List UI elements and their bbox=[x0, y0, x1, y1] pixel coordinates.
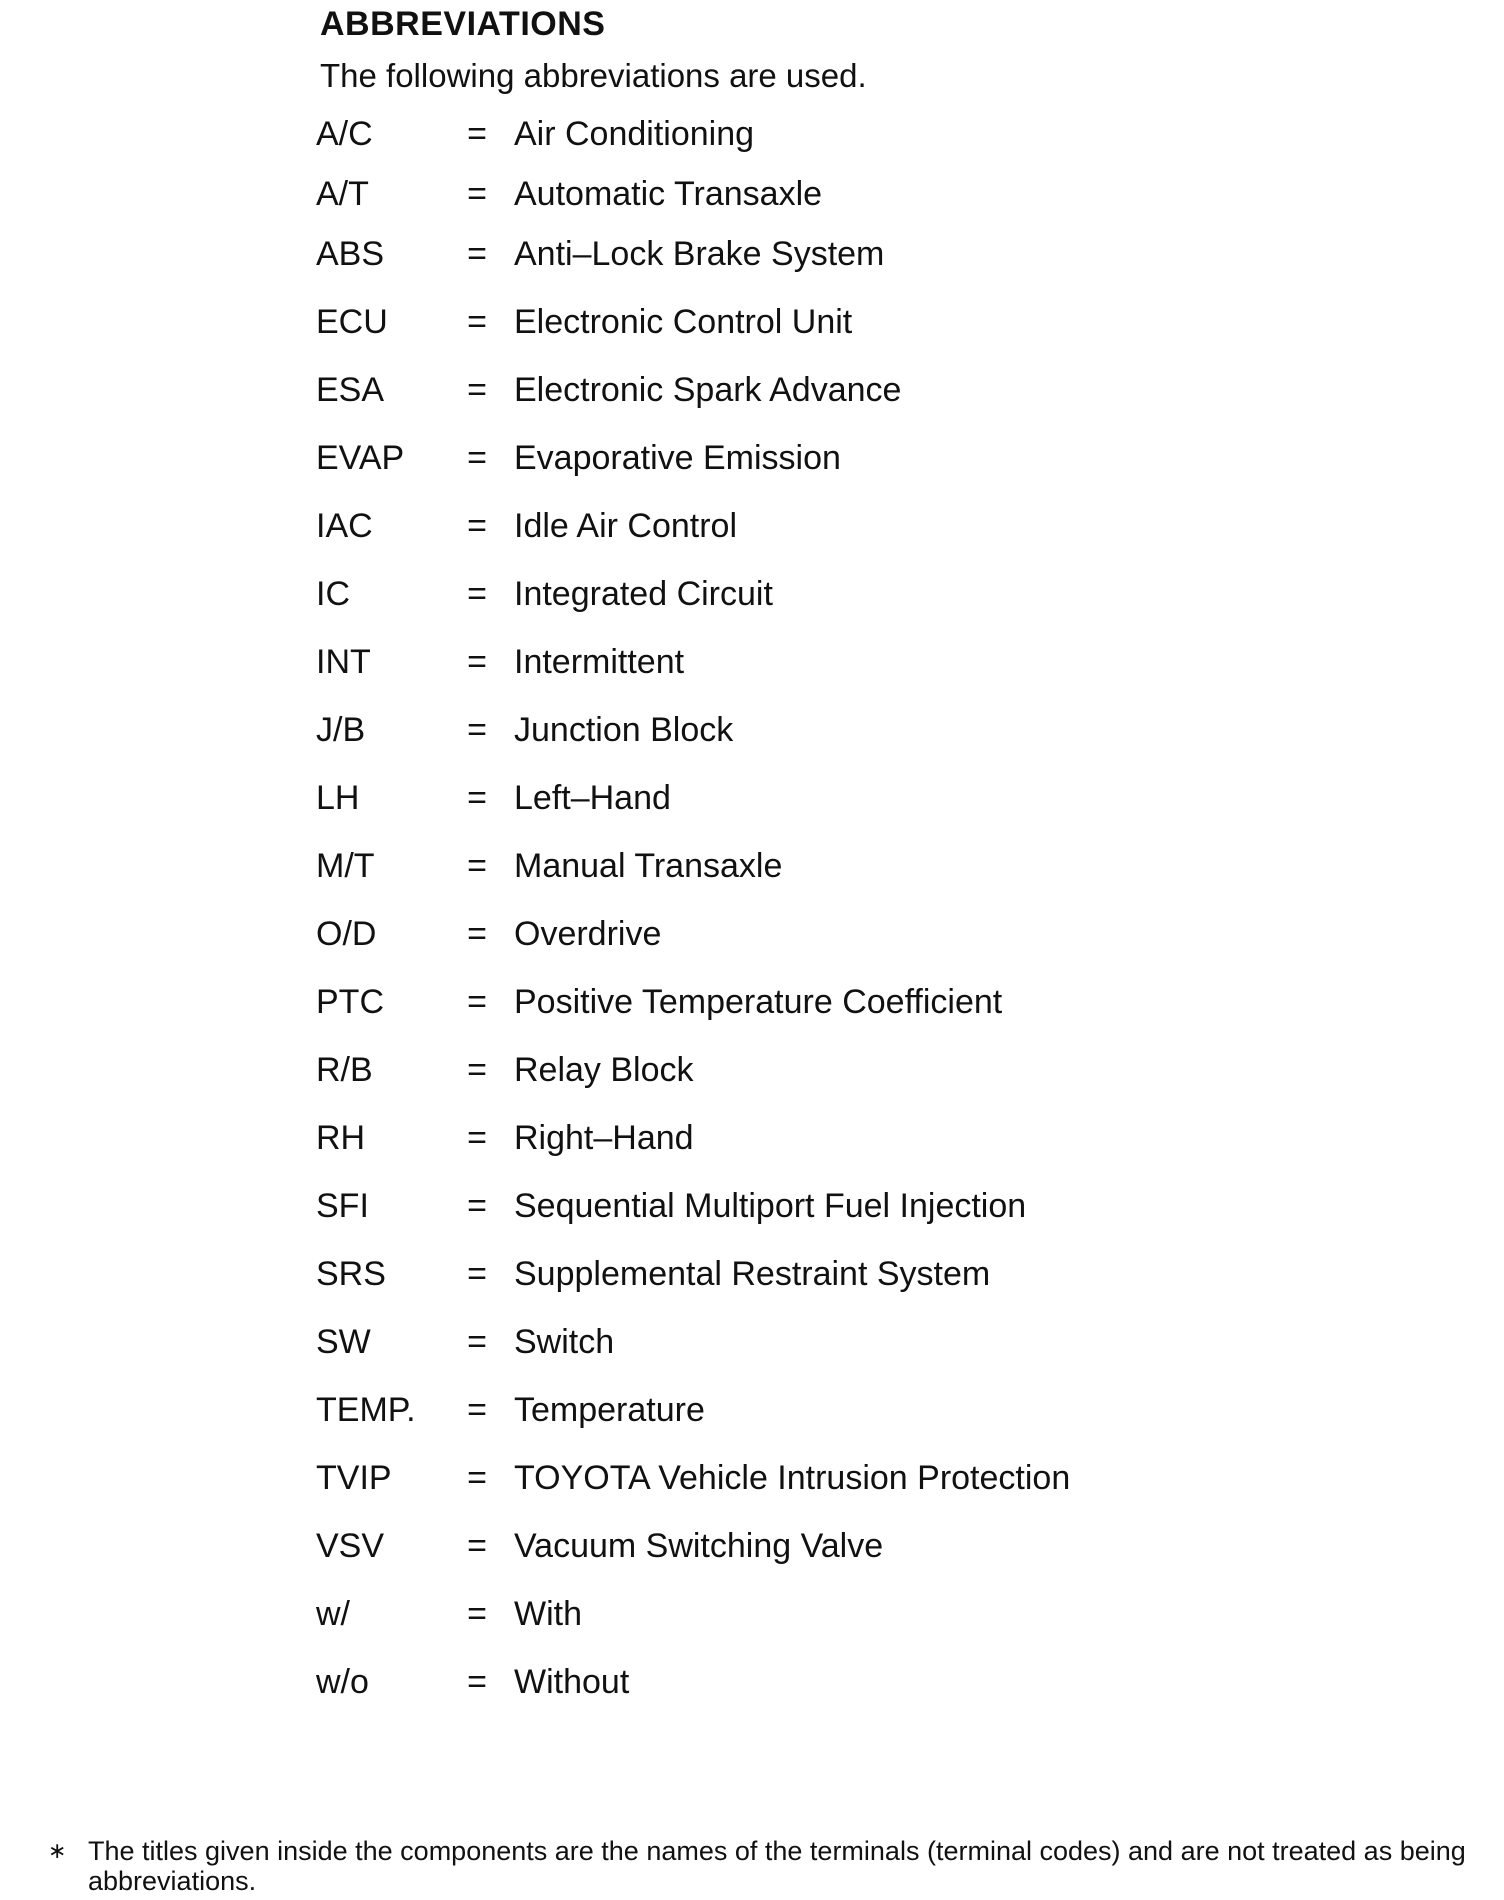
equals-sign: = bbox=[467, 643, 487, 681]
abbreviation-term: R/B bbox=[316, 1051, 373, 1089]
equals-sign: = bbox=[467, 1187, 487, 1225]
abbreviation-definition: Anti–Lock Brake System bbox=[514, 235, 885, 273]
equals-sign: = bbox=[467, 711, 487, 749]
equals-sign: = bbox=[467, 439, 487, 477]
abbreviation-definition: Vacuum Switching Valve bbox=[514, 1527, 884, 1565]
abbreviation-term: IAC bbox=[316, 507, 373, 545]
equals-sign: = bbox=[467, 779, 487, 817]
abbreviation-term: SFI bbox=[316, 1187, 369, 1225]
abbreviation-definition: Relay Block bbox=[514, 1051, 694, 1089]
abbreviation-definition: Positive Temperature Coefficient bbox=[514, 983, 1003, 1021]
abbreviation-definition: With bbox=[514, 1595, 582, 1633]
equals-sign: = bbox=[467, 1459, 487, 1497]
abbreviation-term: INT bbox=[316, 643, 371, 681]
equals-sign: = bbox=[467, 115, 487, 153]
equals-sign: = bbox=[467, 1391, 487, 1429]
equals-sign: = bbox=[467, 175, 487, 213]
equals-sign: = bbox=[467, 303, 487, 341]
abbreviation-term: w/o bbox=[316, 1663, 369, 1701]
abbreviation-definition: Evaporative Emission bbox=[514, 439, 841, 477]
abbreviation-definition: Automatic Transaxle bbox=[514, 175, 823, 213]
equals-sign: = bbox=[467, 1119, 487, 1157]
abbreviation-term: PTC bbox=[316, 983, 384, 1021]
equals-sign: = bbox=[467, 507, 487, 545]
equals-sign: = bbox=[467, 371, 487, 409]
abbreviation-term: w/ bbox=[316, 1595, 350, 1633]
abbreviation-definition: Temperature bbox=[514, 1391, 705, 1429]
abbreviation-term: A/T bbox=[316, 175, 369, 213]
abbreviation-term: VSV bbox=[316, 1527, 385, 1565]
abbreviation-definition: TOYOTA Vehicle Intrusion Protection bbox=[514, 1459, 1071, 1497]
asterisk-icon: ∗ bbox=[48, 1838, 67, 1863]
equals-sign: = bbox=[467, 1255, 487, 1293]
abbreviation-definition: Manual Transaxle bbox=[514, 847, 783, 885]
abbreviation-term: ECU bbox=[316, 303, 388, 341]
abbreviation-term: J/B bbox=[316, 711, 366, 749]
abbreviation-term: EVAP bbox=[316, 439, 405, 477]
equals-sign: = bbox=[467, 575, 487, 613]
abbreviation-definition: Left–Hand bbox=[514, 779, 671, 817]
abbreviation-term: SRS bbox=[316, 1255, 386, 1293]
abbreviation-term: ABS bbox=[316, 235, 385, 273]
abbreviation-definition: Electronic Control Unit bbox=[514, 303, 853, 341]
abbreviation-definition: Right–Hand bbox=[514, 1119, 694, 1157]
abbreviation-term: O/D bbox=[316, 915, 377, 953]
equals-sign: = bbox=[467, 847, 487, 885]
footnote-text: The titles given inside the components are the names of the terminals (terminal codes) and are not treated as being abbreviations. bbox=[88, 1836, 1466, 1896]
abbreviation-definition: Air Conditioning bbox=[514, 115, 755, 153]
abbreviation-definition: Electronic Spark Advance bbox=[514, 371, 902, 409]
page-title: ABBREVIATIONS bbox=[320, 5, 606, 43]
abbreviation-term: IC bbox=[316, 575, 350, 613]
abbreviation-term: M/T bbox=[316, 847, 375, 885]
equals-sign: = bbox=[467, 1595, 487, 1633]
abbreviation-term: LH bbox=[316, 779, 360, 817]
abbreviation-term: SW bbox=[316, 1323, 371, 1361]
abbreviation-definition: Without bbox=[514, 1663, 630, 1701]
intro-text: The following abbreviations are used. bbox=[320, 57, 867, 94]
abbreviation-term: TEMP. bbox=[316, 1391, 416, 1429]
equals-sign: = bbox=[467, 1527, 487, 1565]
abbreviation-term: ESA bbox=[316, 371, 385, 409]
equals-sign: = bbox=[467, 1051, 487, 1089]
abbreviation-definition: Integrated Circuit bbox=[514, 575, 773, 613]
abbreviation-definition: Overdrive bbox=[514, 915, 662, 953]
abbreviation-term: TVIP bbox=[316, 1459, 392, 1497]
equals-sign: = bbox=[467, 915, 487, 953]
abbreviation-definition: Supplemental Restraint System bbox=[514, 1255, 991, 1293]
equals-sign: = bbox=[467, 1663, 487, 1701]
abbreviation-definition: Junction Block bbox=[514, 711, 734, 749]
equals-sign: = bbox=[467, 1323, 487, 1361]
equals-sign: = bbox=[467, 235, 487, 273]
abbreviation-term: RH bbox=[316, 1119, 366, 1157]
equals-sign: = bbox=[467, 983, 487, 1021]
abbreviation-definition: Switch bbox=[514, 1323, 615, 1361]
abbreviation-definition: Sequential Multiport Fuel Injection bbox=[514, 1187, 1027, 1225]
abbreviation-definition: Idle Air Control bbox=[514, 507, 737, 545]
abbreviation-definition: Intermittent bbox=[514, 643, 685, 681]
abbreviation-term: A/C bbox=[316, 115, 373, 153]
